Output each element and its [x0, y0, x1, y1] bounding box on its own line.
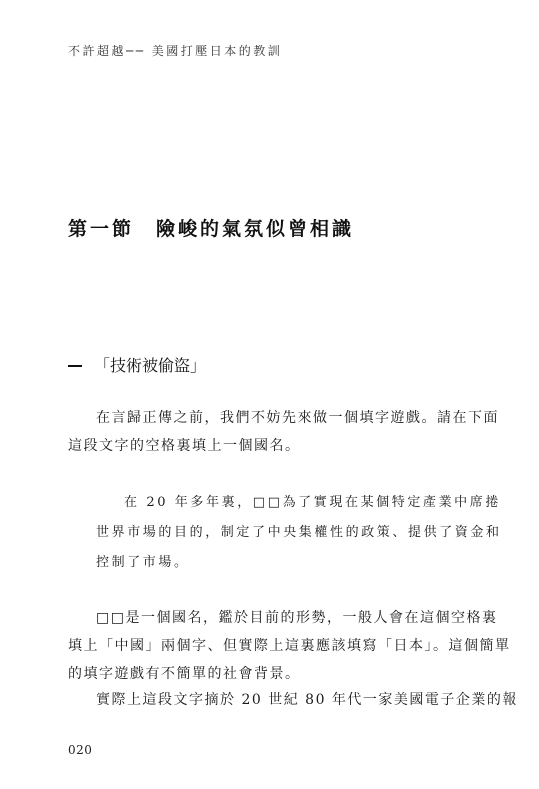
block-quote — [96, 488, 502, 578]
paragraph-line: 實際上這段文字摘於 20 世紀 80 年代一家美國電子企業的報 — [96, 692, 518, 708]
quote-line: 控制了市場。 — [96, 555, 190, 570]
paragraph-continuation — [68, 686, 518, 714]
paragraph-intro — [68, 404, 499, 460]
paragraph-line: 的填字遊戲有不簡單的社會背景。 — [68, 666, 301, 682]
quote-line: 在 20 年多年裏，□□為了實現在某個特定產業中席捲 — [124, 495, 501, 510]
page-number: 020 — [68, 743, 93, 757]
paragraph-explanation — [68, 604, 511, 688]
paragraph-line: □□是一個國名，鑑於目前的形勢，一般人會在這個空格裏 — [96, 610, 498, 626]
section-number: 第一節 — [68, 218, 135, 240]
subheading-dash — [68, 365, 82, 367]
section-title — [68, 214, 354, 241]
subheading-text: 「技術被偷盜」 — [94, 356, 207, 375]
section-heading: 險峻的氣氛似曾相識 — [156, 218, 355, 240]
running-header: 不許超越── 美國打壓日本的教訓 — [68, 44, 283, 58]
quote-line: 世界市場的目的，制定了中央集權性的政策、提供了資金和 — [96, 525, 502, 540]
paragraph-line: 這段文字的空格裏填上一個國名。 — [68, 438, 301, 454]
paragraph-line: 填上「中國」兩個字、但實際上這裏應該填寫「日本」。這個簡單 — [68, 638, 511, 654]
paragraph-line: 在言歸正傳之前，我們不妨先來做一個填字遊戲。請在下面 — [96, 410, 499, 426]
subheading — [68, 353, 206, 376]
